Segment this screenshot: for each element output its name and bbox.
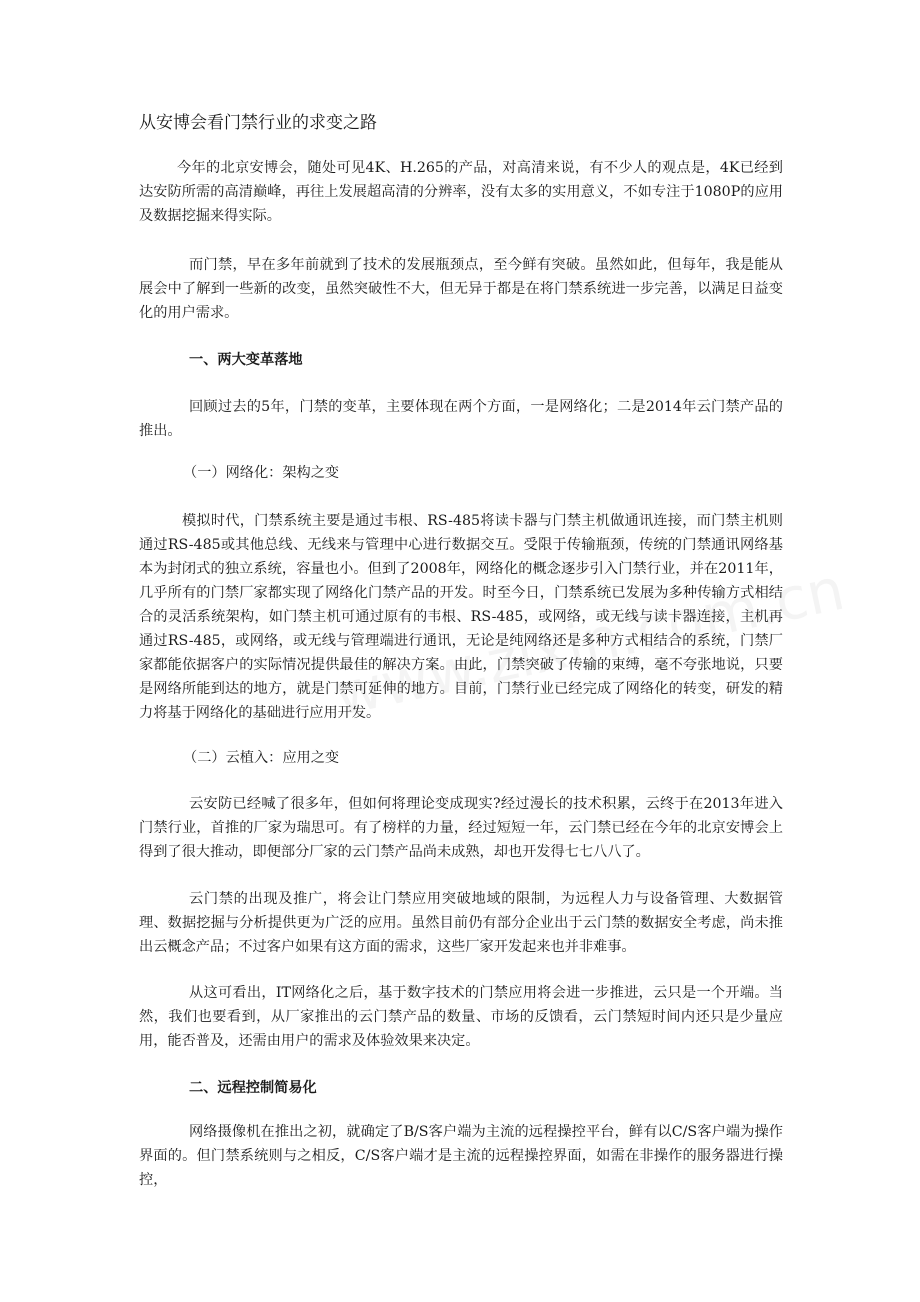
paragraph: 云安防已经喊了很多年，但如何将理论变成现实?经过漫长的技术积累，云终于在2013年进入门禁行业，首推的厂家为瑞思可。有了榜样的力量，经过短短一年，云门禁已经在今年的北京安博会上得到了很大推动，即便部分厂家的云门禁产品尚未成熟，却也开发得七七八八了。	[139, 796, 783, 860]
paragraph: 今年的北京安博会，随处可见4K、H.265的产品，对高清来说，有不少人的观点是，4K已经到达安防所需的高清巅峰，再往上发展超高清的分辨率，没有太多的实用意义，不如专注于1080P的应用及数据挖掘来得实际。	[139, 160, 783, 224]
paragraph: 从这可看出，IT网络化之后，基于数字技术的门禁应用将会进一步推进，云只是一个开端。当然，我们也要看到，从厂家推出的云门禁产品的数量、市场的反馈看，云门禁短时间内还只是少量应用，能否普及，还需由用户的需求及体验效果来决定。	[139, 985, 783, 1049]
document-title: 从安博会看门禁行业的求变之路	[139, 113, 377, 133]
paragraph: 而门禁，早在多年前就到了技术的发展瓶颈点，至今鲜有突破。虽然如此，但每年，我是能从展会中了解到一些新的改变，虽然突破性不大，但无异于都是在将门禁系统进一步完善，以满足日益变化的用户需求。	[139, 257, 783, 321]
paragraph: 回顾过去的5年，门禁的变革，主要体现在两个方面，一是网络化；二是2014年云门禁产品的推出。	[139, 399, 783, 439]
section-heading: 一、两大变革落地	[189, 352, 303, 368]
subsection-heading: （二）云植入：应用之变	[183, 750, 340, 766]
paragraph: 云门禁的出现及推广，将会让门禁应用突破地域的限制，为远程人力与设备管理、大数据管理、数据挖掘与分析提供更为广泛的应用。虽然目前仍有部分企业出于云门禁的数据安全考虑，尚未推出云概念产品；不过客户如果有这方面的需求，这些厂家开发起来也并非难事。	[139, 891, 783, 955]
paragraph: 网络摄像机在推出之初，就确定了B/S客户端为主流的远程操控平台，鲜有以C/S客户端为操作界面的。但门禁系统则与之相反，C/S客户端才是主流的远程操控界面，如需在非操作的服务器进行操控，	[139, 1124, 783, 1188]
paragraph: 模拟时代，门禁系统主要是通过韦根、RS-485将读卡器与门禁主机做通讯连接，而门禁主机则通过RS-485或其他总线、无线来与管理中心进行数据交互。受限于传输瓶颈，传统的门禁通讯网络基本为封闭式的独立系统，容量也小。但到了2008年，网络化的概念逐步引入门禁行业，并在2011年，几乎所有的门禁厂家都实现了网络化门禁产品的开发。时至今日，门禁系统已发展为多种传输方式相结合的灵活系统架构，如门禁主机可通过原有的韦根、RS-485，或网络，或无线与读卡器连接，主机再通过RS-485，或网络，或无线与管理端进行通讯，无论是纯网络还是多种方式相结合的系统，门禁厂家都能依据客户的实际情况提供最佳的解决方案。由此，门禁突破了传输的束缚，毫不夸张地说，只要是网络所能到达的地方，就是门禁可延伸的地方。目前，门禁行业已经完成了网络化的转变，研发的精力将基于网络化的基础进行应用开发。	[139, 513, 783, 721]
section-heading: 二、远程控制简易化	[189, 1080, 317, 1096]
subsection-heading: （一）网络化：架构之变	[183, 465, 340, 481]
